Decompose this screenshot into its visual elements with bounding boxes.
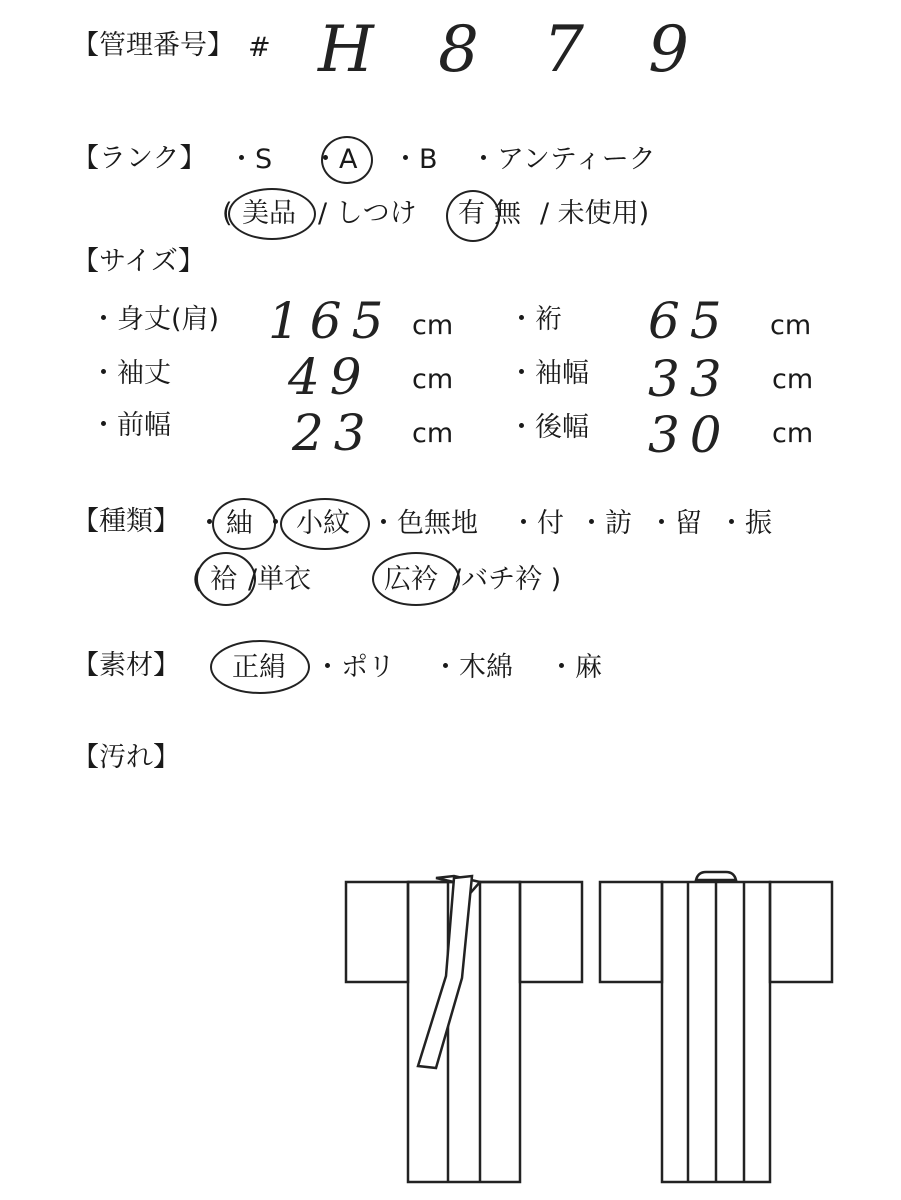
type-tsuke: ・付 <box>510 508 564 539</box>
size-yuki-value: 65 <box>648 292 732 350</box>
size-sleeve-width-value: 33 <box>648 350 732 408</box>
size-height-unit: cm <box>412 310 454 341</box>
condition-basting-label: / しつけ <box>318 198 417 229</box>
management-number-value: H 8 7 9 <box>318 13 711 87</box>
condition-unused: / 未使用) <box>540 198 650 229</box>
condition-open-paren: ( <box>222 198 233 229</box>
type-hiroeri: 広衿 <box>384 564 438 595</box>
condition-basting-yes: 有 <box>458 198 485 229</box>
rank-option-b: ・B <box>392 144 438 175</box>
size-sleeve-width-label: ・袖幅 <box>508 358 589 389</box>
size-back-width-label: ・後幅 <box>508 412 589 443</box>
size-back-width-unit: cm <box>772 418 814 449</box>
size-height-label: ・身丈(肩) <box>90 304 220 335</box>
size-sleeve-length-label: ・袖丈 <box>90 358 171 389</box>
size-yuki-label: ・裄 <box>508 304 562 335</box>
type-furi: ・振 <box>718 508 772 539</box>
type-line2-open-paren: ( <box>192 564 203 595</box>
type-dot-2: ・ <box>262 508 289 539</box>
size-sleeve-length-value: 49 <box>288 348 372 406</box>
rank-option-antique: ・アンティーク <box>470 144 656 175</box>
size-front-width-label: ・前幅 <box>90 410 171 441</box>
kimono-front-diagram <box>340 868 600 1188</box>
rank-option-s: ・S <box>228 144 273 175</box>
hash-symbol: # <box>248 32 271 63</box>
type-tsumugi: 紬 <box>226 508 253 539</box>
type-bachieri: /バチ衿 ) <box>452 564 562 595</box>
condition-basting-no: 無 <box>494 198 521 229</box>
type-label: 【種類】 <box>72 506 180 537</box>
material-label: 【素材】 <box>72 650 180 681</box>
size-label: 【サイズ】 <box>72 246 205 277</box>
rank-option-a: ・A <box>312 144 358 175</box>
size-front-width-unit: cm <box>412 418 454 449</box>
material-poly: ・ポリ <box>314 652 395 683</box>
type-iromuji: ・色無地 <box>370 508 478 539</box>
kimono-back-diagram <box>594 868 844 1188</box>
type-awase: 袷 <box>210 564 237 595</box>
type-komon: 小紋 <box>296 508 350 539</box>
size-sleeve-width-unit: cm <box>772 364 814 395</box>
type-houmon: ・訪 <box>578 508 632 539</box>
size-front-width-value: 23 <box>292 404 376 462</box>
rank-label: 【ランク】 <box>72 143 207 174</box>
type-hitoe: /単衣 <box>248 564 312 595</box>
material-cotton: ・木綿 <box>432 652 513 683</box>
condition-good: 美品 <box>242 198 296 229</box>
size-sleeve-length-unit: cm <box>412 364 454 395</box>
type-tome: ・留 <box>648 508 702 539</box>
material-silk: 正絹 <box>232 652 286 683</box>
size-height-value: 165 <box>268 292 394 350</box>
stains-label: 【汚れ】 <box>72 742 180 773</box>
size-yuki-unit: cm <box>770 310 812 341</box>
management-number-label: 【管理番号】 <box>72 30 234 61</box>
size-back-width-value: 30 <box>648 406 732 464</box>
material-hemp: ・麻 <box>548 652 602 683</box>
type-dot-1: ・ <box>196 508 223 539</box>
